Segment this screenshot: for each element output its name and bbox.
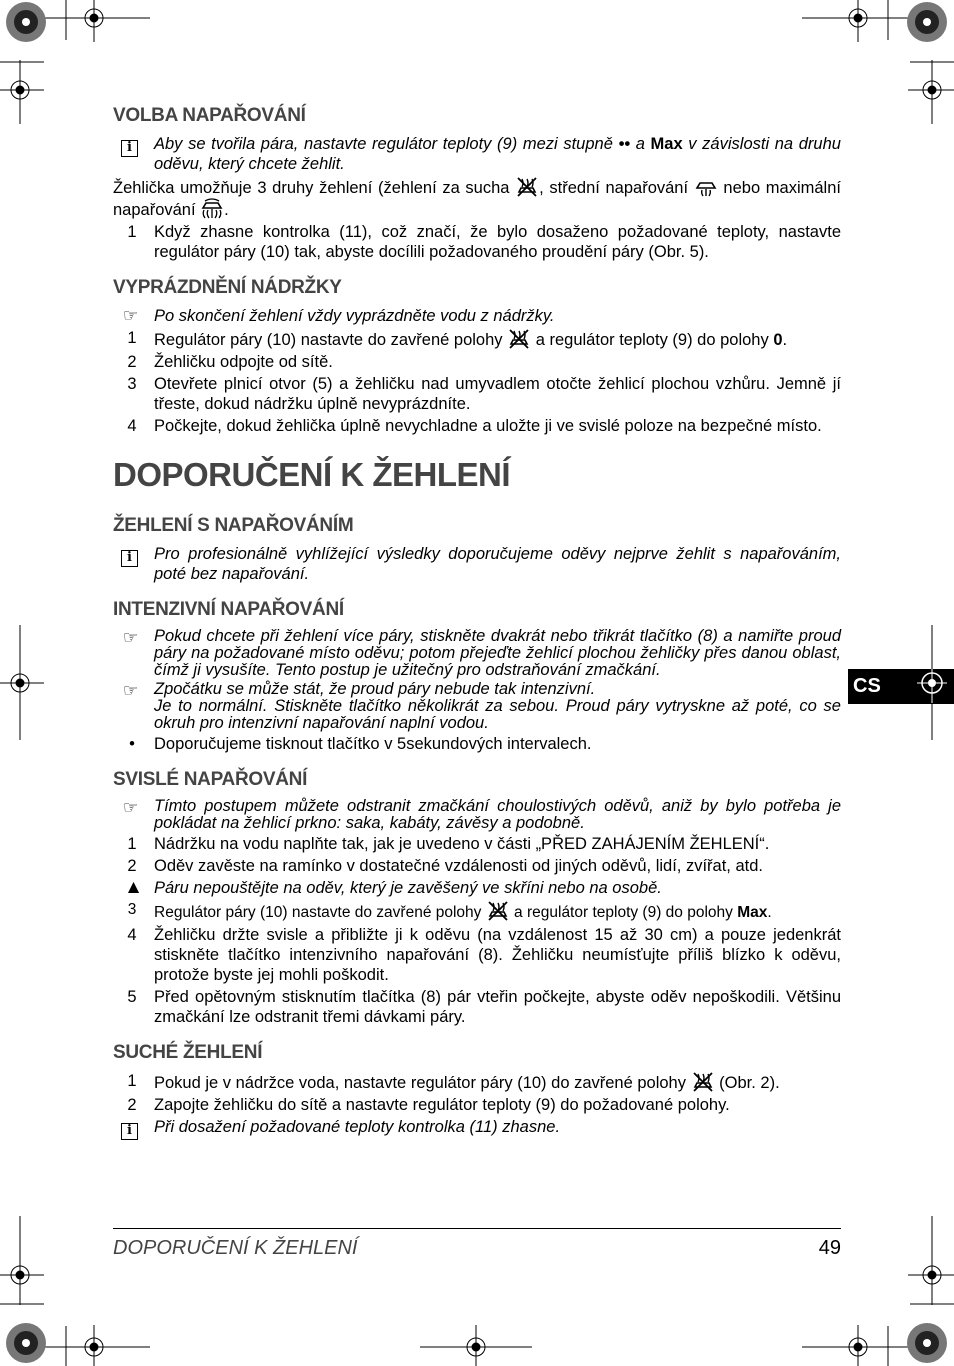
steam-off-icon [692, 1071, 714, 1093]
list-item: • Doporučujeme tisknout tlačítko v 5sekundových intervalech. [129, 735, 592, 753]
info-icon: i [121, 550, 138, 567]
steam-off-icon [516, 176, 538, 198]
list-item: 4 Počkejte, dokud žehlička úplně nevychladne a uložte ji ve svislé poloze na bezpečné místo. [127, 417, 822, 435]
crosshair-icon [908, 60, 954, 124]
section-volba-naparovani [113, 106, 841, 262]
info-note: i Při dosažení požadované teploty kontrolka (11) zhasne. [113, 1117, 841, 1137]
tip-note: ☞ Po skončení žehlení vždy vyprázdněte vodu z nádržky. [122, 306, 555, 325]
crosshair-icon [40, 0, 150, 42]
corner-target-icon [6, 1323, 46, 1363]
crosshair-icon [0, 1216, 44, 1305]
crosshair-icon [40, 1325, 150, 1366]
section-heading: INTENZIVNÍ NAPAŘOVÁNÍ [113, 599, 344, 620]
steam-medium-icon [695, 176, 717, 198]
list-item: 1 Když zhasne kontrolka (11), což značí, že bylo dosaženo požadované teploty, nastavte regulátor páry (10) tak, abyste docílili požadovaného proudění páry (Obr. 5). [127, 223, 841, 261]
warning-icon: ▲ [124, 877, 143, 898]
pointing-hand-icon: ☞ [122, 681, 139, 700]
warning-note: ▲ Páru nepouštějte na oděv, který je zavěšený ve skříni nebo na osobě. [124, 877, 662, 898]
section-suche-zehleni [113, 1043, 841, 1137]
page-title: DOPORUČENÍ K ŽEHLENÍ [113, 456, 511, 493]
list-item: 2 Zapojte žehličku do sítě a nastavte regulátor teploty (9) do požadované polohy. [127, 1096, 730, 1114]
language-tab [848, 669, 954, 704]
pointing-hand-icon: ☞ [122, 306, 139, 325]
info-note: i Pro profesionálně vyhlížející výsledky doporučujeme oděvy nejprve žehlit s napařováním, poté bez napařování. [113, 544, 841, 584]
footer-divider [113, 1228, 841, 1229]
section-zehleni-s-naparovanim [113, 516, 841, 584]
crosshair-icon [420, 1325, 532, 1366]
list-item: 1 Regulátor páry (10) nastavte do zavřené polohy a regulátor teploty (9) do polohy 0. [127, 329, 788, 349]
info-icon: i [121, 1123, 138, 1140]
list-item: 3 Otevřete plnicí otvor (5) a žehličku nad umyvadlem otočte žehlicí plochou vzhůru. Jemně jí třeste, dokud nádržku úplně nevyprázdníte. [127, 375, 841, 413]
tip-note: ☞ Tímto postupem můžete odstranit zmačkání choulostivých oděvů, aniž by bylo potřeba je pokládat na žehlicí prkno: saka, kabáty, závěsy a podobně. [122, 797, 841, 832]
list-item: 1 Pokud je v nádržce voda, nastavte regulátor páry (10) do zavřené polohy (Obr. 2). [127, 1072, 780, 1092]
steam-off-icon [487, 900, 509, 922]
list-item: 2 Oděv zavěste na ramínko v dostatečné vzdálenosti od jiných oděvů, lidí, zvířat, atd. [127, 857, 763, 875]
tip-note: ☞ Zpočátku se může stát, že proud páry nebude tak intenzivní. Je to normální. Stiskněte tlačítko několikrát za sebou. Proud páry vytryskne až poté, co se okruh pro intenzivní napařování naplní vodou. [122, 680, 841, 732]
pointing-hand-icon: ☞ [122, 798, 139, 817]
page-content [113, 106, 841, 1153]
info-note: i Aby se tvořila pára, nastavte regulátor teploty (9) mezi stupně •• a Max v závislosti na druhu oděvu, který chcete žehlit. [113, 134, 841, 174]
list-item: 5 Před opětovným stisknutím tlačítka (8) pár vteřin počkejte, abyste oděv nepoškodili. Většinu zmačkání lze odstranit třemi dávkami páry. [127, 988, 841, 1026]
section-vyprazdneni-nadrzky [113, 278, 841, 436]
crosshair-icon [0, 60, 44, 124]
info-icon: i [121, 140, 138, 157]
pointing-hand-icon: ☞ [122, 628, 139, 647]
list-item: 4 Žehličku držte svisle a přibližte ji k oděvu (na vzdálenost 15 až 30 cm) a pouze jedenkrát stiskněte tlačítko intenzivního napařování (8). Žehličku neumísťujte příliš blízko k oděvu, protože byste jej mohli poškodit. [127, 926, 841, 984]
section-intenzivni-naparovani [113, 600, 841, 754]
list-item: 1 Nádržku na vodu naplňte tak, jak je uvedeno v části „PŘED ZAHÁJENÍM ŽEHLENÍ“. [127, 835, 770, 853]
language-code: CS [853, 675, 881, 697]
paragraph: Žehlička umožňuje 3 druhy žehlení (žehlení za sucha , střední napařování nebo maximální napařování . [113, 176, 841, 220]
corner-target-icon [907, 1323, 947, 1363]
crosshair-icon [915, 669, 949, 703]
crosshair-icon [802, 1325, 912, 1366]
list-item: 3 Regulátor páry (10) nastavte do zavřené polohy a regulátor teploty (9) do polohy Max. [127, 901, 772, 921]
section-svisle-naparovani [113, 770, 841, 1027]
section-heading: VYPRÁZDNĚNÍ NÁDRŽKY [113, 277, 342, 298]
section-heading: SVISLÉ NAPAŘOVÁNÍ [113, 769, 308, 790]
list-item: 2 Žehličku odpojte od sítě. [127, 353, 333, 371]
steam-max-icon [201, 198, 223, 220]
section-heading: ŽEHLENÍ S NAPAŘOVÁNÍM [113, 515, 354, 536]
tip-note: ☞ Pokud chcete při žehlení více páry, stiskněte dvakrát nebo třikrát tlačítko (8) a namiřte proud páry na požadované místo oděvu; potom přejeďte žehlicí plochou žehličky přes danou oblast, čímž ji vysušíte. Tento postup je užitečný pro odstraňování zmačkání. [122, 627, 841, 679]
section-heading: SUCHÉ ŽEHLENÍ [113, 1042, 263, 1063]
corner-target-icon [907, 2, 947, 42]
crosshair-icon [908, 1216, 954, 1305]
corner-target-icon [6, 2, 46, 42]
crosshair-icon [0, 625, 44, 740]
footer-title: DOPORUČENÍ K ŽEHLENÍ [113, 1237, 358, 1259]
steam-off-icon [508, 328, 530, 350]
crosshair-icon [802, 0, 912, 42]
page-number: 49 [818, 1237, 841, 1259]
section-heading: VOLBA NAPAŘOVÁNÍ [113, 105, 306, 126]
